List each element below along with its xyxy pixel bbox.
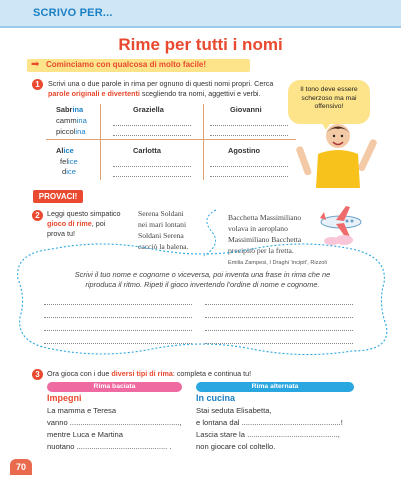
instruction-line: Scrivi il tuo nome e cognome o viceversa, poi inventa una frase in rima che ne: [74, 270, 331, 279]
poem-line[interactable]: Lascia stare la ...........................................,: [196, 430, 340, 439]
poem-line: non giocare col coltello.: [196, 442, 276, 451]
name-graziella: Graziella: [133, 105, 164, 114]
section-header: [0, 0, 401, 28]
instruction-line: Leggi questo simpatico: [47, 209, 121, 218]
poem-line: volava in aeroplano: [228, 224, 288, 233]
instruction-text: scegliendo tra nomi, aggettivi e verbi.: [139, 89, 261, 98]
answer-line[interactable]: [113, 176, 191, 177]
instruction-line: [47, 219, 137, 229]
answer-line[interactable]: [210, 125, 288, 126]
poem-line[interactable]: vanno ....................................................,: [47, 418, 182, 427]
poem-title-cucina: In cucina: [196, 393, 236, 403]
instruction-line: [48, 89, 288, 99]
answer-line[interactable]: [44, 317, 192, 318]
answer-line[interactable]: [210, 135, 288, 136]
answer-line[interactable]: [205, 343, 353, 344]
poem-line: nei mari lontani: [138, 220, 187, 229]
poem-title-impegni: Impegni: [47, 393, 82, 403]
name-sabrina: Sabrina: [56, 105, 84, 114]
poem-line: mentre Luca e Martina: [47, 430, 123, 439]
answer-line[interactable]: [113, 125, 191, 126]
exercise-instructions: [48, 79, 288, 99]
instruction-line: Scrivi una o due parole in rima per ognuno di questi nomi propri. Cerca: [48, 79, 274, 88]
poem-line: Stai seduta Elisabetta,: [196, 406, 272, 415]
highlight-text: diversi tipi di rima: [111, 369, 173, 378]
answer-line[interactable]: [205, 330, 353, 331]
poem-line: La mamma e Teresa: [47, 406, 117, 415]
highlight-text: parole originali e divertenti: [48, 89, 140, 98]
exercise-number: 3: [32, 369, 43, 380]
instruction-text: , poi: [91, 219, 106, 228]
answer-line[interactable]: [44, 343, 192, 344]
writing-area-border: [12, 243, 392, 356]
name-alice: Alice: [56, 146, 74, 155]
instruction-line: prova tu!: [47, 229, 75, 238]
poem-line: precipitò per la fretta.: [228, 246, 294, 255]
page-title: Rime per tutti i nomi: [118, 35, 283, 54]
intro-banner: [27, 59, 250, 72]
page-number: 70: [10, 459, 32, 475]
section-header-label: SCRIVO PER...: [33, 7, 113, 19]
answer-line[interactable]: [210, 176, 288, 177]
answer-line[interactable]: [205, 317, 353, 318]
name-carlotta: Carlotta: [133, 146, 161, 155]
rima-alternata-pill: Rima alternata: [196, 382, 354, 392]
poem-line: Massimiliano Bacchetta: [228, 235, 302, 244]
poem-impegni: [47, 405, 195, 453]
answer-line[interactable]: [113, 135, 191, 136]
arrow-right-icon: ➡: [31, 59, 40, 70]
grid-divider: [100, 104, 101, 180]
speech-bubble: [288, 80, 370, 124]
poem-line[interactable]: e lontana dal ...............................................!: [196, 418, 343, 427]
grid-divider: [203, 104, 204, 180]
boy-illustration: [290, 120, 386, 188]
grid-divider: [46, 139, 296, 140]
exercise-number: 2: [32, 210, 43, 221]
highlight-text: gioco di rime: [47, 219, 92, 228]
rhyme-word: felice: [60, 157, 78, 166]
rima-baciata-pill: Rima baciata: [47, 382, 182, 392]
writing-instructions: [30, 270, 375, 290]
poem-line: Bacchetta Massimiliano: [228, 213, 302, 222]
poem-line: cacciò la balena.: [138, 242, 189, 251]
provaci-banner: PROVACI!: [33, 190, 83, 203]
rhyme-word: dice: [62, 167, 76, 176]
exercise-number: 1: [32, 79, 43, 90]
poem-credit: Emilia Zampesi, I Draghi ‘incipit’, Rizzoli: [228, 260, 327, 266]
instruction-text: : completa e continua tu!: [172, 369, 252, 378]
answer-line[interactable]: [44, 304, 192, 305]
answer-line[interactable]: [44, 330, 192, 331]
rhyme-word: piccolina: [56, 127, 86, 136]
instruction-text: Ora gioca con i due: [47, 369, 112, 378]
name-giovanni: Giovanni: [230, 105, 262, 114]
rhyme-word: cammina: [56, 116, 87, 125]
intro-label: Cominciamo con qualcosa di molto facile!: [46, 60, 207, 69]
poem-cucina: [196, 405, 376, 453]
exercise-instructions: [47, 209, 137, 239]
poem-line: Serena Soldani: [138, 209, 184, 218]
exercise-instructions: [47, 369, 367, 379]
answer-line[interactable]: [205, 304, 353, 305]
answer-line[interactable]: [210, 166, 288, 167]
speech-bubble-text: Il tono deve essere scherzoso ma mai offensivo!: [300, 86, 358, 110]
poem-line[interactable]: nuotano ........................................... .: [47, 442, 172, 451]
poem-line: Soldani Serena: [138, 231, 184, 240]
answer-line[interactable]: [113, 166, 191, 167]
name-agostino: Agostino: [228, 146, 261, 155]
instruction-line: riproduca il ritmo. Ripeti il gioco invertendo l’ordine di nome e cognome.: [85, 280, 320, 289]
